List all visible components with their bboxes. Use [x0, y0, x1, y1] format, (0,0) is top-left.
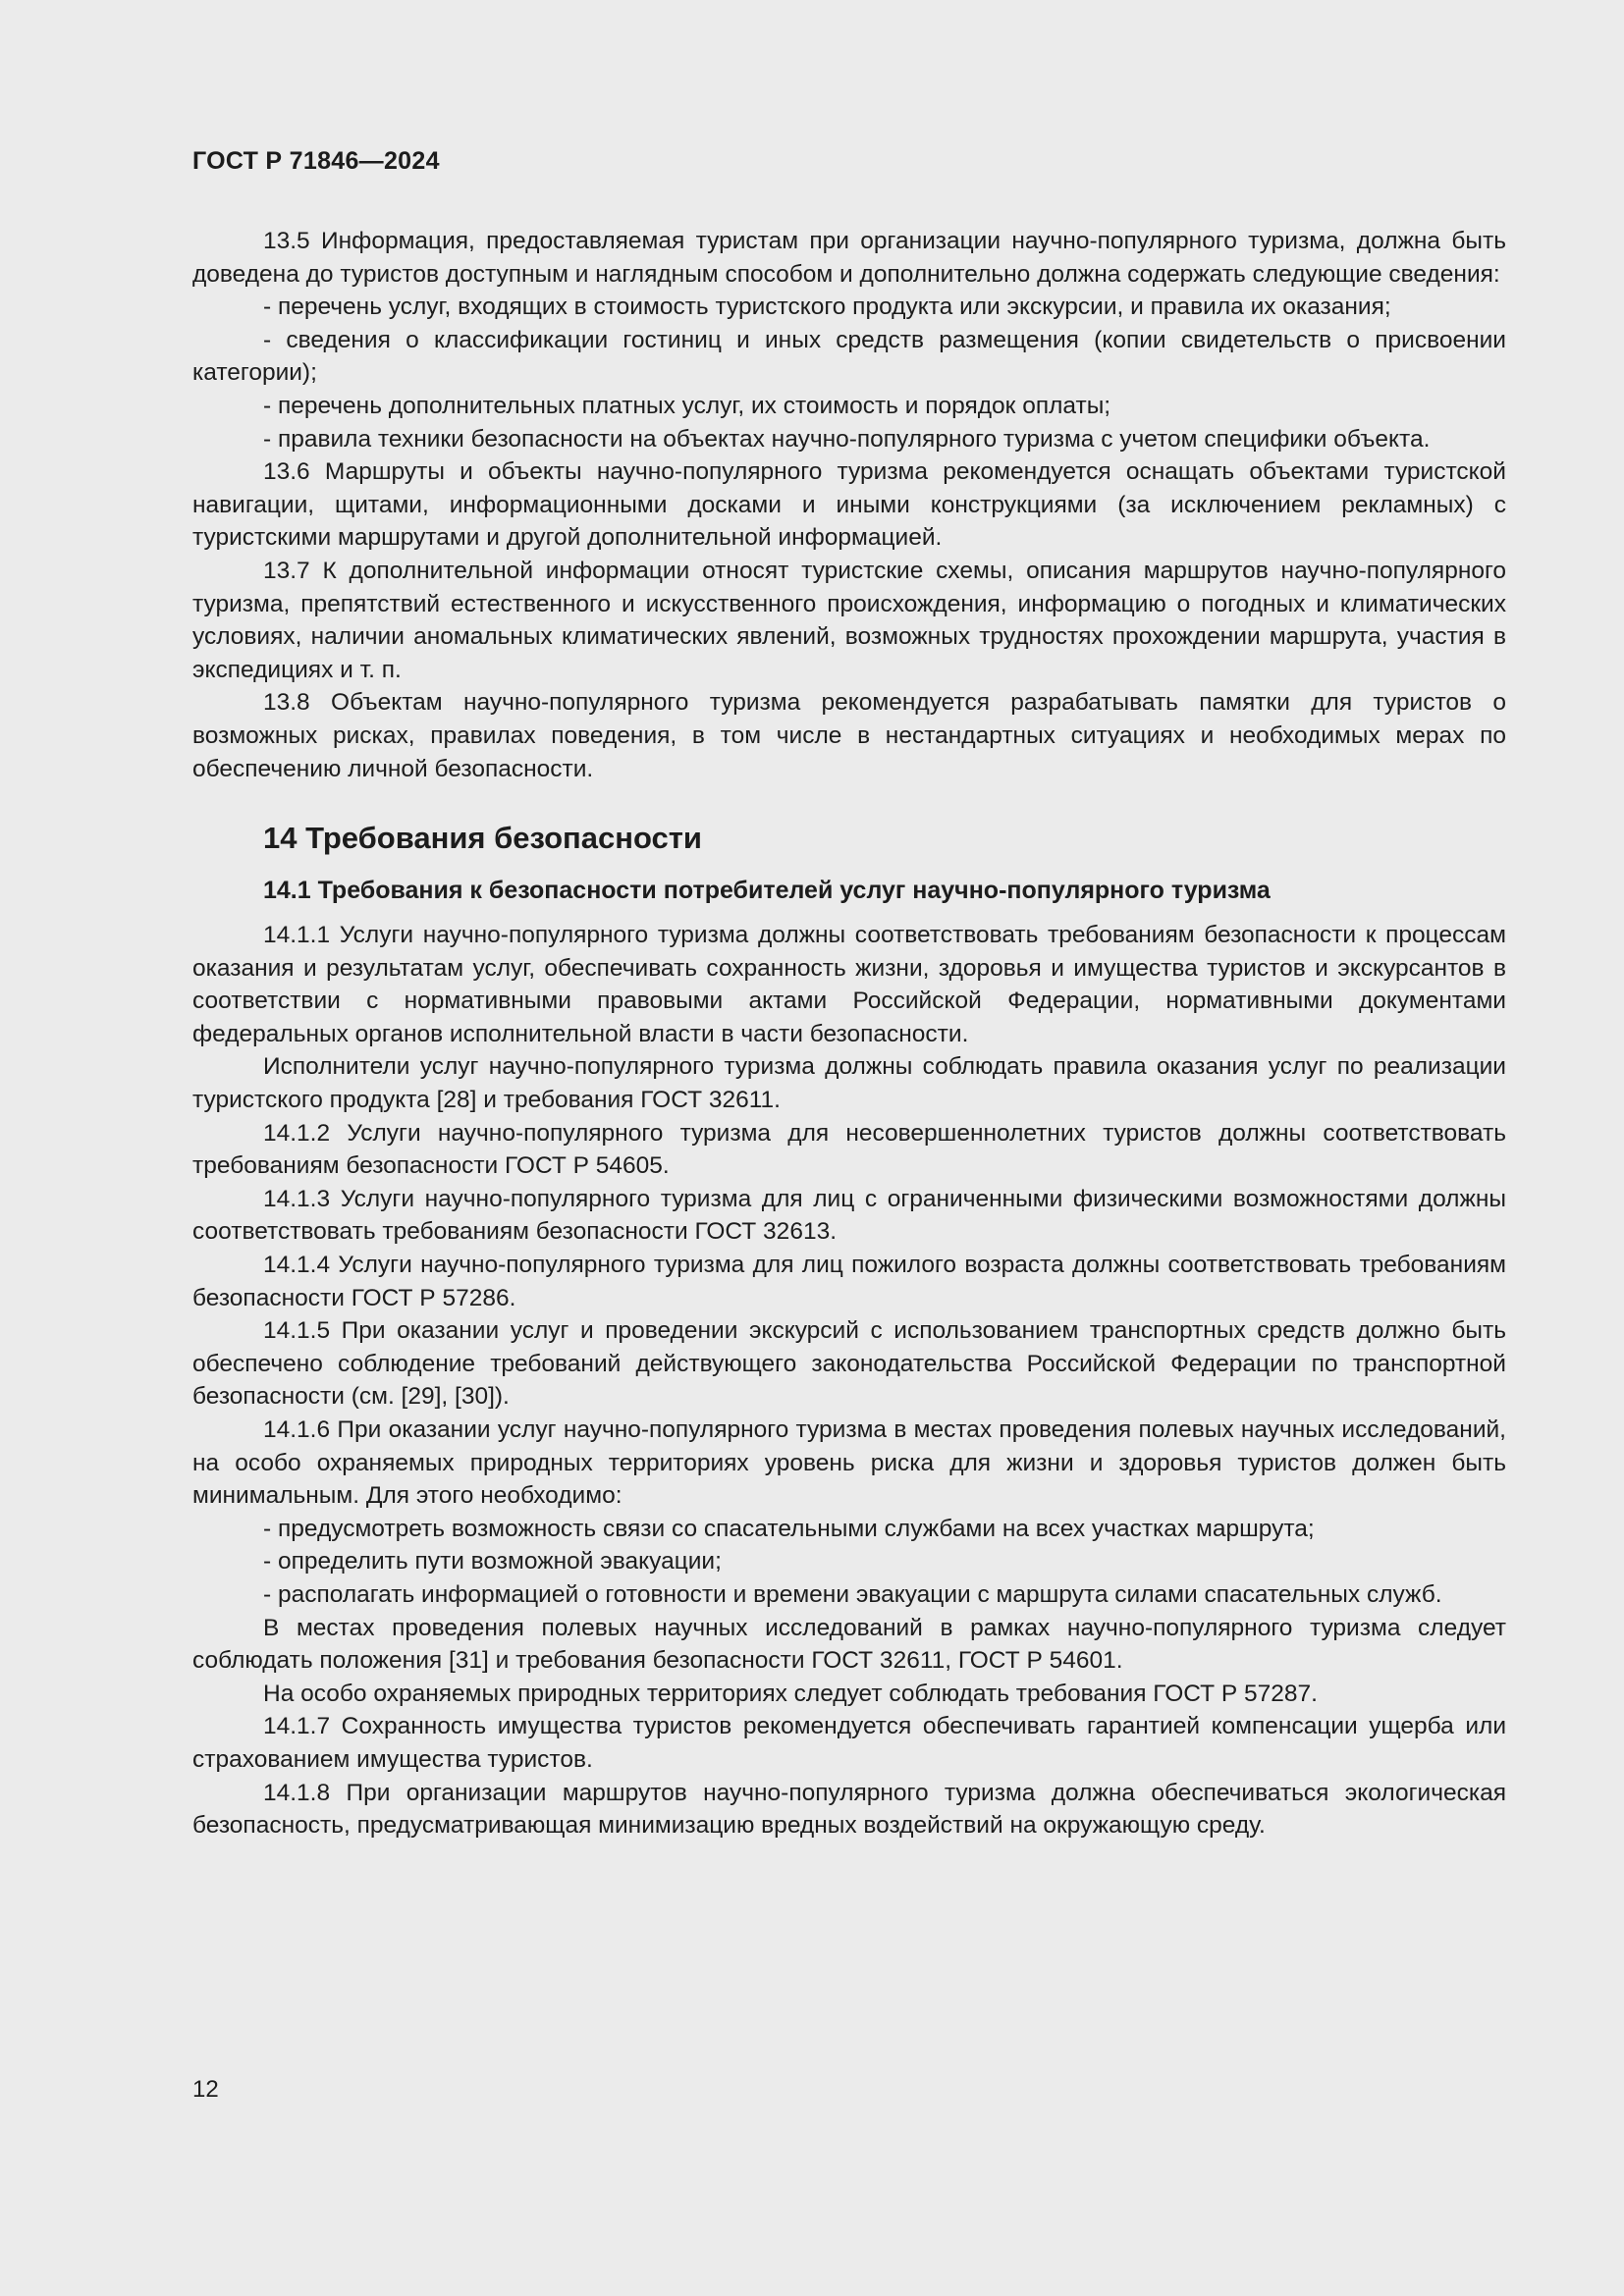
paragraph-14-1-7: 14.1.7 Сохранность имущества туристов рекомендуется обеспечивать гарантией компенсации ущерба или страхованием имущества туристов. — [192, 1713, 1506, 1773]
subsection-title: 14.1 Требования к безопасности потребителей услуг научно-популярного туризма — [263, 877, 1271, 905]
list-item: - перечень дополнительных платных услуг, их стоимость и порядок оплаты; — [263, 392, 1111, 419]
list-item: - располагать информацией о готовности и времени эвакуации с маршрута силами спасательных служб. — [263, 1580, 1442, 1608]
paragraph: На особо охраняемых природных территориях следует соблюдать требования ГОСТ Р 57287. — [263, 1680, 1318, 1707]
paragraph-14-1-5: 14.1.5 При оказании услуг и проведении экскурсий с использованием транспортных средств должно быть обеспечено соблюдение требований действующего законодательства Российской Федерации по транспортной безопасности (см. [29], [30]). — [192, 1317, 1506, 1411]
paragraph-14-1-1: 14.1.1 Услуги научно-популярного туризма должны соответствовать требованиям безопасности к процессам оказания и результатам услуг, обеспечивать сохранность жизни, здоровья и имущества туристов и экскурсантов в соответствии с нормативными правовыми актами Российской Федерации, нормативными документами федеральных органов исполнительной власти в части безопасности. — [192, 922, 1506, 1047]
paragraph-13-5: 13.5 Информация, предоставляемая туристам при организации научно-популярного туризма, должна быть доведена до туристов доступным и наглядным способом и дополнительно должна содержать следующие сведения: — [192, 228, 1506, 288]
paragraph-13-6: 13.6 Маршруты и объекты научно-популярного туризма рекомендуется оснащать объектами туристской навигации, щитами, информационными досками и иными конструкциями (за исключением рекламных) с туристскими маршрутами и другой дополнительной информацией. — [192, 458, 1506, 552]
list-item: - предусмотреть возможность связи со спасательными службами на всех участках маршрута; — [263, 1515, 1315, 1542]
paragraph-13-7: 13.7 К дополнительной информации относят туристские схемы, описания маршрутов научно-популярного туризма, препятствий естественного и искусственного происхождения, информацию о погодных и климатических условиях, наличии аномальных климатических явлений, возможных трудностях прохождении маршрута, участия в экспедициях и т. п. — [192, 557, 1506, 683]
document-header: ГОСТ Р 71846—2024 — [192, 147, 440, 175]
document-body — [192, 225, 1506, 1842]
paragraph-14-1-3: 14.1.3 Услуги научно-популярного туризма для лиц с ограниченными физическими возможностями должны соответствовать требованиям безопасности ГОСТ 32613. — [192, 1185, 1506, 1246]
section-title: 14 Требования безопасности — [263, 821, 702, 856]
list-item: - перечень услуг, входящих в стоимость туристского продукта или экскурсии, и правила их оказания; — [263, 294, 1391, 321]
paragraph: Исполнители услуг научно-популярного туризма должны соблюдать правила оказания услуг по реализации туристского продукта [28] и требования ГОСТ 32611. — [192, 1053, 1506, 1114]
paragraph-14-1-8: 14.1.8 При организации маршрутов научно-популярного туризма должна обеспечиваться экологическая безопасность, предусматривающая минимизацию вредных воздействий на окружающую среду. — [192, 1779, 1506, 1840]
paragraph: В местах проведения полевых научных исследований в рамках научно-популярного туризма следует соблюдать положения [31] и требования безопасности ГОСТ 32611, ГОСТ Р 54601. — [192, 1614, 1506, 1675]
list-item: - правила техники безопасности на объектах научно-популярного туризма с учетом специфики объекта. — [263, 425, 1431, 453]
list-item: - сведения о классификации гостиниц и иных средств размещения (копии свидетельств о присвоении категории); — [192, 326, 1506, 387]
paragraph-13-8: 13.8 Объектам научно-популярного туризма рекомендуется разрабатывать памятки для туристов о возможных рисках, правилах поведения, в том числе в нестандартных ситуациях и необходимых мерах по обеспечению личной безопасности. — [192, 689, 1506, 782]
page-number: 12 — [192, 2076, 219, 2103]
paragraph-14-1-2: 14.1.2 Услуги научно-популярного туризма для несовершеннолетних туристов должны соответствовать требованиям безопасности ГОСТ Р 54605. — [192, 1119, 1506, 1180]
paragraph-14-1-4: 14.1.4 Услуги научно-популярного туризма для лиц пожилого возраста должны соответствовать требованиям безопасности ГОСТ Р 57286. — [192, 1252, 1506, 1311]
paragraph-14-1-6: 14.1.6 При оказании услуг научно-популярного туризма в местах проведения полевых научных исследований, на особо охраняемых природных территориях уровень риска для жизни и здоровья туристов должен быть минимальным. Для этого необходимо: — [192, 1416, 1506, 1510]
list-item: - определить пути возможной эвакуации; — [263, 1548, 722, 1575]
